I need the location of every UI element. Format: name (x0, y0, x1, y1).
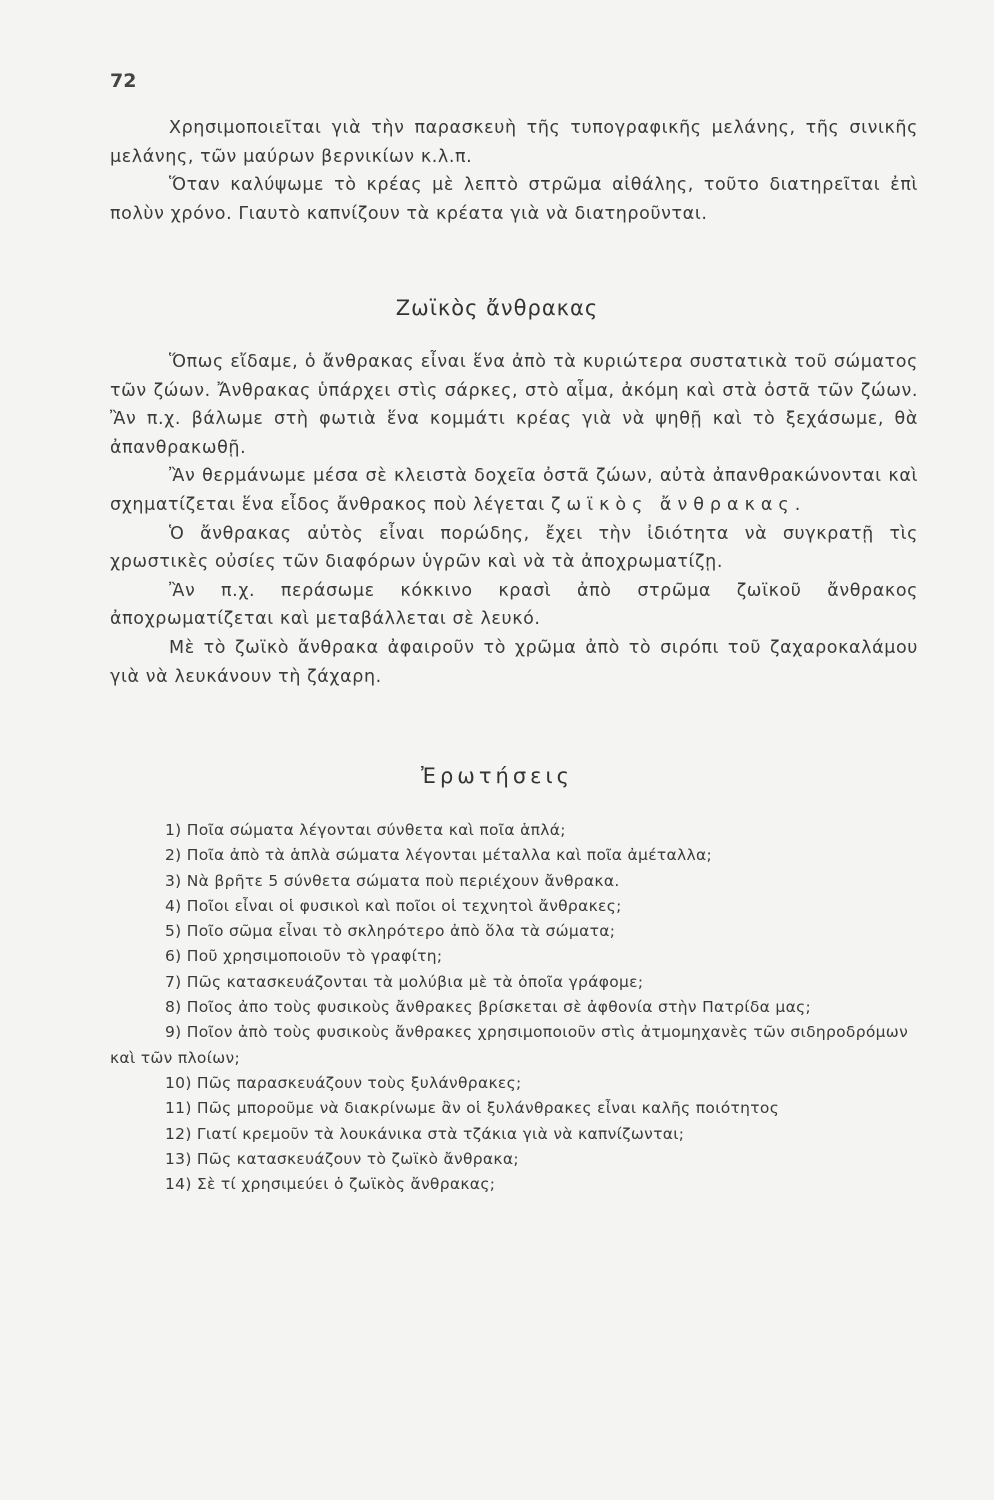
question-item: 1) Ποῖα σώματα λέγονται σύνθετα καὶ ποῖα ἁπλά; (165, 821, 566, 839)
paragraph: Ὁ ἄνθρακας αὐτὸς εἶναι πορώδης, ἔχει τὴν ἰδιότητα νὰ συγκρατῇ τὶς χρωστικὲς οὐσίες τῶν διαφόρων ὑγρῶν καὶ νὰ τὰ ἀποχρωματίζῃ. (110, 523, 918, 573)
question-item: 14) Σὲ τί χρησιμεύει ὁ ζωϊκὸς ἄνθρακας; (165, 1175, 496, 1194)
spaced-term: ζωϊκὸς ἄνθρακας. (550, 494, 807, 515)
question-item: 5) Ποῖο σῶμα εἶναι τὸ σκληρότερο ἀπὸ ὅλα τὰ σώματα; (165, 922, 616, 941)
question-item: 11) Πῶς μποροῦμε νὰ διακρίνωμε ἂν οἱ ξυλάνθρακες εἶναι καλῆς ποιότητος (165, 1099, 780, 1118)
question-item: 12) Γιατί κρεμοῦν τὰ λουκάνικα στὰ τζάκια γιὰ νὰ καπνίζωνται; (165, 1124, 685, 1143)
paragraph: Ὅπως εἴδαμε, ὁ ἄνθρακας εἶναι ἕνα ἀπὸ τὰ κυριώτερα συστατικὰ τοῦ σώματος τῶν ζώων. Ἄνθρακας ὑπάρχει στὶς σάρκες, στὸ αἷμα, ἀκόμη καὶ στὰ ὀστᾶ τῶν ζώων. Ἂν π.χ. βάλωμε στὴ φωτιὰ ἕνα κομμάτι κρέας γιὰ νὰ ψηθῇ καὶ τὸ ξεχάσωμε, θὰ ἀπανθρακωθῇ. (110, 352, 918, 458)
paragraph-text: Ἂν θερμάνωμε μέσα σὲ κλειστὰ δοχεῖα ὀστᾶ ζώων, αὐτὰ ἀπανθρακώνονται καὶ σχηματίζεται ἕνα εἶδος ἄνθρακος ποὺ λέγεται (110, 466, 918, 515)
intro-text (110, 114, 918, 228)
section-text (110, 348, 918, 691)
question-item: 10) Πῶς παρασκευάζουν τοὺς ξυλάνθρακες; (165, 1073, 522, 1092)
paragraph (110, 462, 918, 519)
questions-heading: Ἐρωτήσεις (421, 764, 573, 788)
question-item: 4) Ποῖοι εἶναι οἱ φυσικοὶ καὶ ποῖοι οἱ τεχνητοὶ ἄνθρακες; (165, 896, 622, 915)
question-item: 2) Ποῖα ἀπὸ τὰ ἁπλὰ σώματα λέγονται μέταλλα καὶ ποῖα ἀμέταλλα; (165, 846, 713, 865)
page-number: 72 (110, 70, 137, 92)
question-item: 7) Πῶς κατασκευάζονται τὰ μολύβια μὲ τὰ ὁποῖα γράφομε; (165, 972, 644, 991)
paragraph: Ὅταν καλύψωμε τὸ κρέας μὲ λεπτὸ στρῶμα αἰθάλης, τοῦτο διατηρεῖται ἐπὶ πολὺν χρόνο. Γιαυτὸ καπνίζουν τὰ κρέατα γιὰ νὰ διατηροῦνται. (110, 175, 918, 224)
paragraph: Μὲ τὸ ζωϊκὸ ἄνθρακα ἀφαιροῦν τὸ χρῶμα ἀπὸ τὸ σιρόπι τοῦ ζαχαροκαλάμου γιὰ νὰ λευκάνουν τὴ ζάχαρη. (110, 637, 918, 687)
question-item: 3) Νὰ βρῆτε 5 σύνθετα σώματα ποὺ περιέχουν ἄνθρακα. (165, 871, 620, 890)
question-item: 13) Πῶς κατασκευάζουν τὸ ζωϊκὸ ἄνθρακα; (165, 1149, 519, 1168)
question-item: 8) Ποῖος ἀπο τοὺς φυσικοὺς ἄνθρακες βρίσκεται σὲ ἀφθονία στὴν Πατρίδα μας; (165, 998, 812, 1017)
question-item: 9) Ποῖον ἀπὸ τοὺς φυσικοὺς ἄνθρακες χρησιμοποιοῦν στὶς ἀτμομηχανὲς τῶν σιδηροδρόμων καὶ τῶν πλοίων; (110, 1023, 909, 1067)
paragraph: Ἂν π.χ. περάσωμε κόκκινο κρασὶ ἀπὸ στρῶμα ζωϊκοῦ ἄνθρακος ἀποχρωματίζεται καὶ μεταβάλλεται σὲ λευκό. (110, 580, 918, 630)
section-heading: Ζωϊκὸς ἄνθρακας (395, 296, 599, 320)
question-item: 6) Ποῦ χρησιμοποιοῦν τὸ γραφίτη; (165, 947, 443, 966)
questions-list (110, 818, 930, 1197)
paragraph: Χρησιμοποιεῖται γιὰ τὴν παρασκευὴ τῆς τυπογραφικῆς μελάνης, τῆς σινικῆς μελάνης, τῶν μαύρων βερνικίων κ.λ.π. (110, 118, 918, 167)
